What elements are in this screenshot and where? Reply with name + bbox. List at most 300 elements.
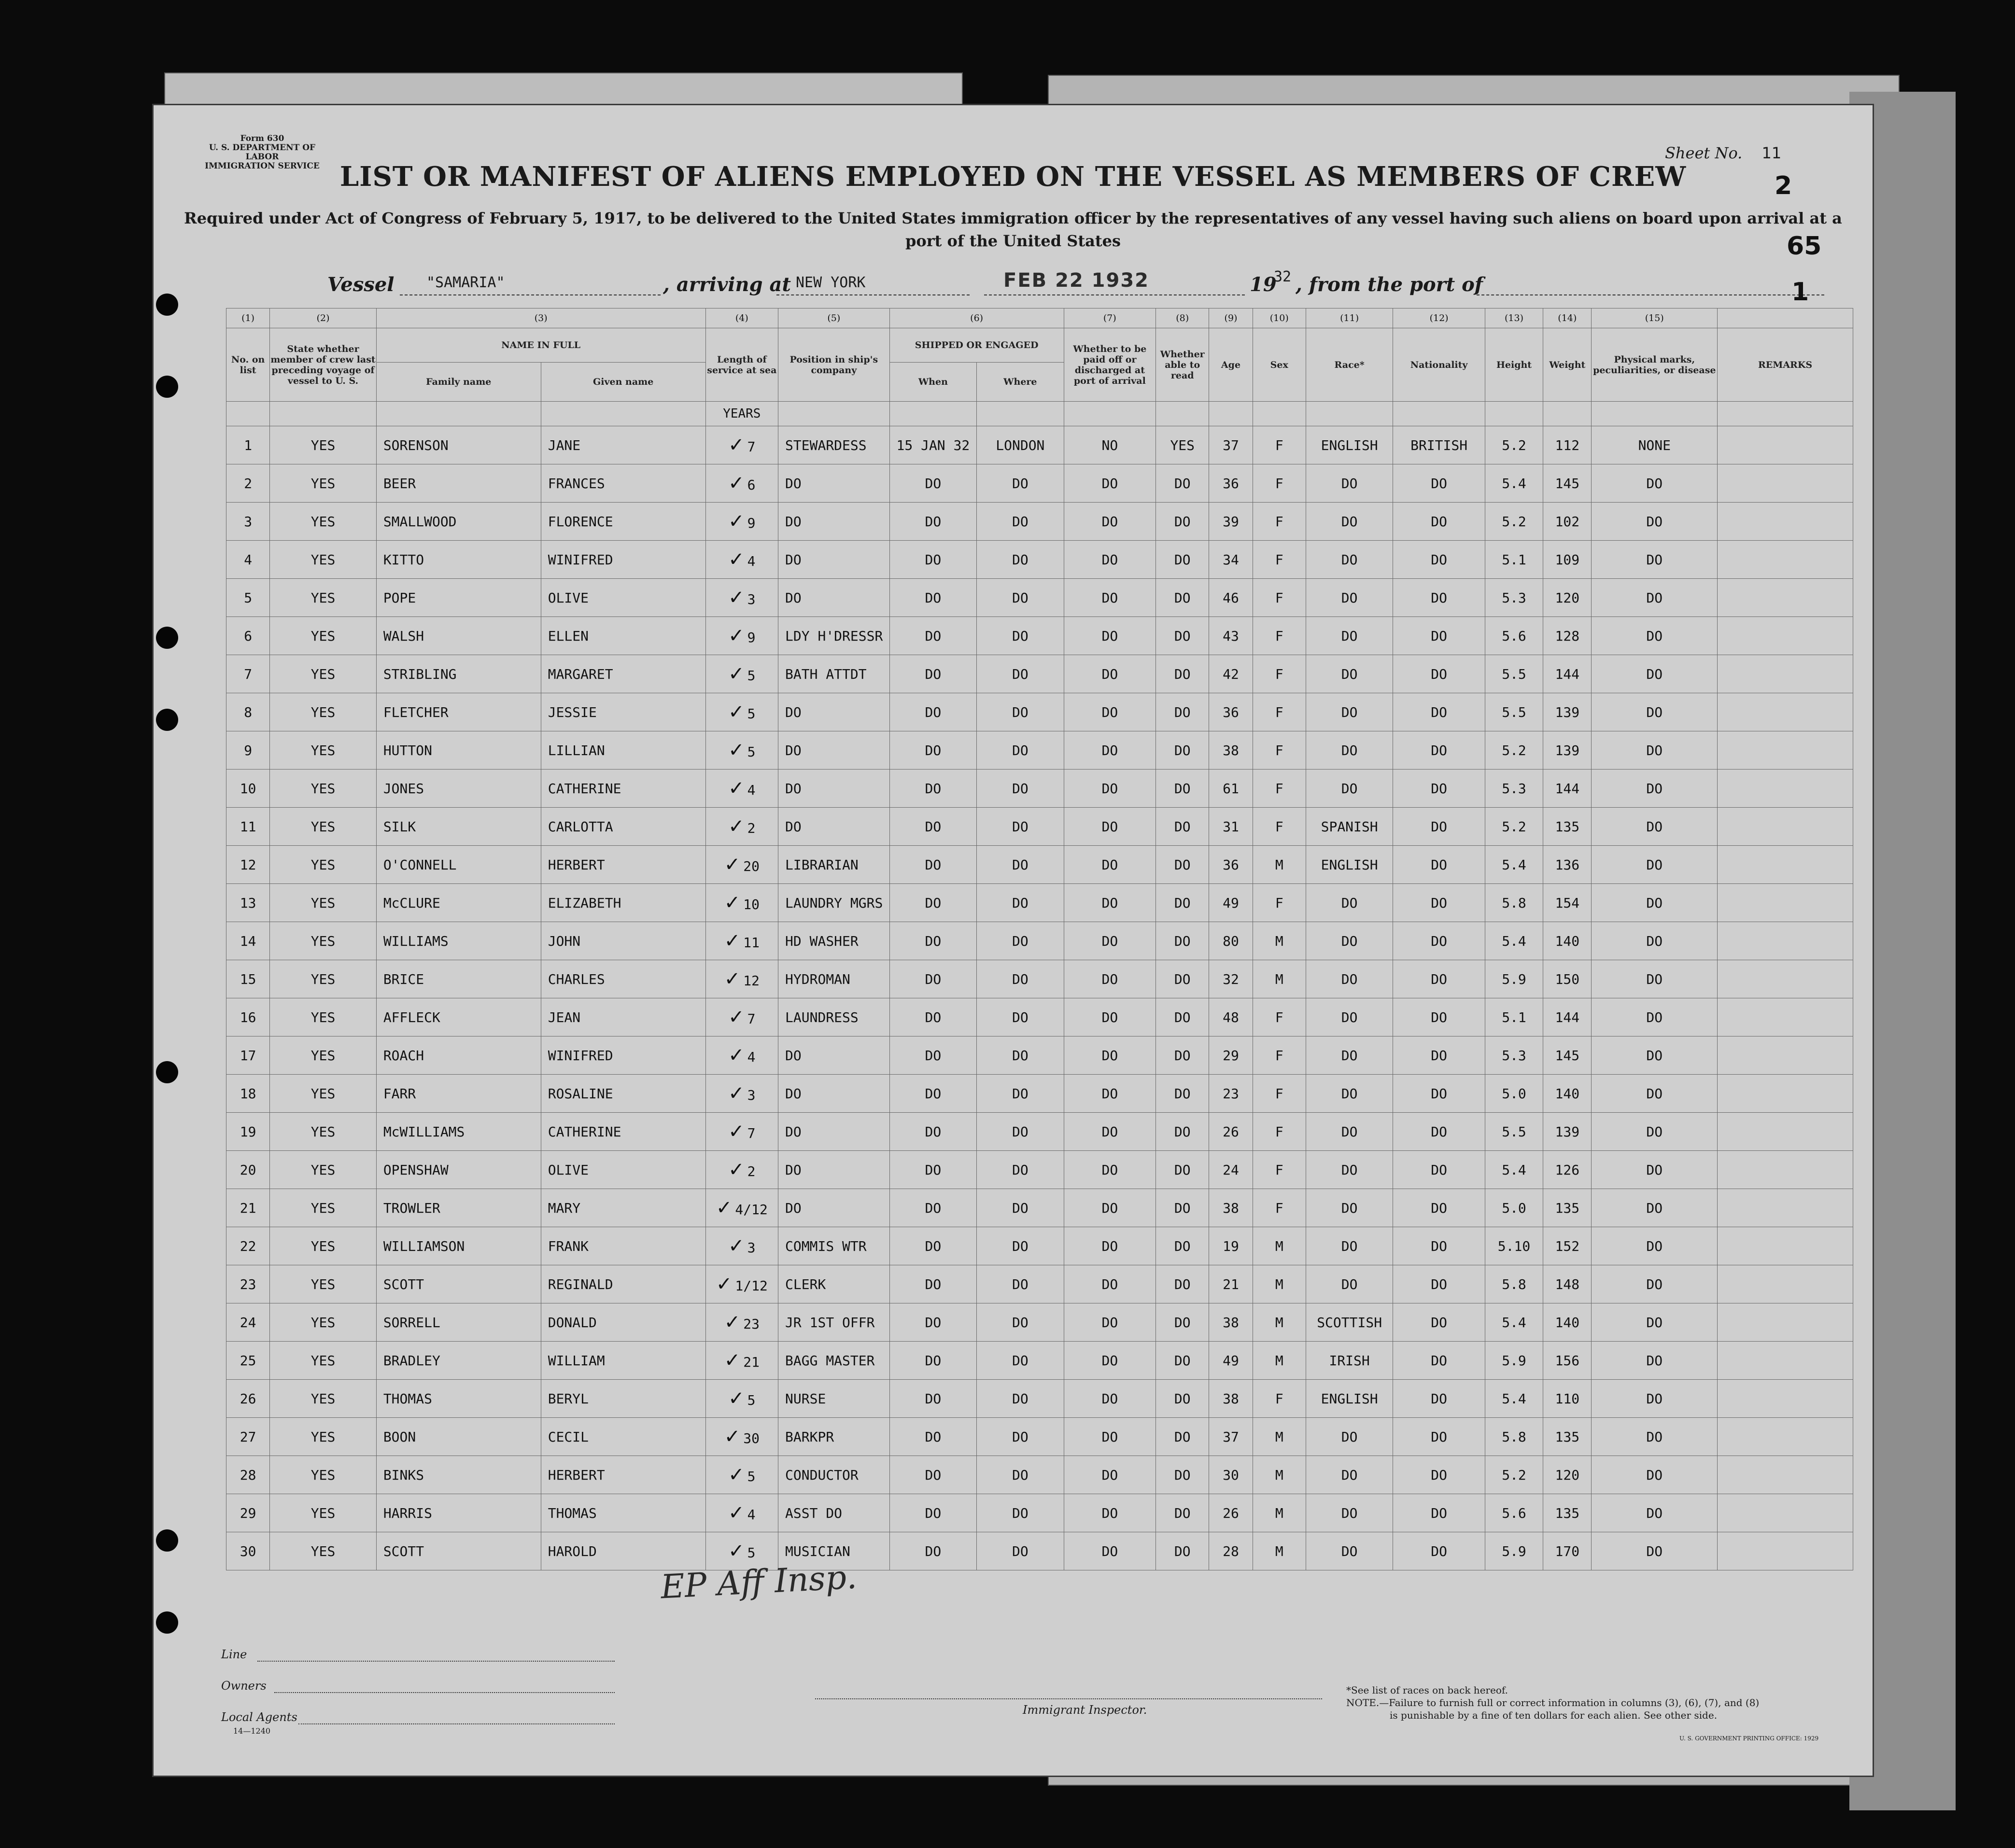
column-number-row: [226, 308, 1853, 328]
shipped-where-cell: DO: [977, 655, 1064, 693]
weight-cell: 120: [1543, 579, 1592, 617]
shipped-where-cell: DO: [977, 1265, 1064, 1303]
service-length-value: 11: [743, 935, 760, 951]
row-number-cell: 2: [226, 464, 270, 503]
remarks-cell: [1718, 1075, 1853, 1113]
checkmark-icon: ✓: [728, 1120, 745, 1143]
margin-mark: 1: [1791, 278, 1809, 307]
inspector-line: [815, 1698, 1322, 1699]
paid-off-cell: DO: [1064, 617, 1156, 655]
race-cell: DO: [1306, 1456, 1393, 1494]
given-name-cell: ROSALINE: [541, 1075, 705, 1113]
row-number-cell: 13: [226, 884, 270, 922]
service-length-value: 3: [747, 1240, 756, 1256]
binder-hole: [156, 709, 178, 731]
sex-cell: M: [1253, 922, 1306, 960]
race-cell: DO: [1306, 617, 1393, 655]
table-row: [226, 1380, 1853, 1418]
able-to-read-cell: DO: [1156, 1342, 1209, 1380]
position-cell: STEWARDESS: [778, 426, 890, 464]
race-cell: ENGLISH: [1306, 1380, 1393, 1418]
service-length-cell: [705, 1113, 778, 1151]
weight-cell: 128: [1543, 617, 1592, 655]
able-to-read-cell: DO: [1156, 1380, 1209, 1418]
nationality-cell: DO: [1393, 1113, 1485, 1151]
shipped-where-cell: DO: [977, 1151, 1064, 1189]
able-to-read-cell: DO: [1156, 1265, 1209, 1303]
column-number: (14): [1543, 308, 1592, 328]
row-number-cell: 1: [226, 426, 270, 464]
nationality-cell: DO: [1393, 998, 1485, 1036]
paid-off-cell: DO: [1064, 998, 1156, 1036]
physical-marks-cell: DO: [1592, 541, 1718, 579]
nationality-cell: DO: [1393, 1151, 1485, 1189]
remarks-cell: [1718, 960, 1853, 998]
weight-cell: 139: [1543, 1113, 1592, 1151]
service-length-cell: [705, 1227, 778, 1265]
physical-marks-cell: DO: [1592, 1380, 1718, 1418]
race-cell: DO: [1306, 1265, 1393, 1303]
given-name-cell: JANE: [541, 426, 705, 464]
family-name-cell: SORENSON: [376, 426, 541, 464]
vessel-name-line: [400, 294, 661, 295]
able-to-read-cell: DO: [1156, 808, 1209, 846]
race-cell: DO: [1306, 579, 1393, 617]
family-name-cell: POPE: [376, 579, 541, 617]
paid-off-cell: DO: [1064, 693, 1156, 731]
row-number-cell: 21: [226, 1189, 270, 1227]
weight-cell: 150: [1543, 960, 1592, 998]
given-name-cell: LILLIAN: [541, 731, 705, 770]
table-row: [226, 1303, 1853, 1342]
column-number: (10): [1253, 308, 1306, 328]
form-department: U. S. DEPARTMENT OF LABOR: [209, 143, 316, 162]
given-name-cell: HAROLD: [541, 1532, 705, 1570]
service-length-value: 4: [747, 1507, 756, 1523]
shipped-where-cell: LONDON: [977, 426, 1064, 464]
row-number-cell: 26: [226, 1380, 270, 1418]
shipped-where-cell: DO: [977, 1456, 1064, 1494]
shipped-where-cell: DO: [977, 1380, 1064, 1418]
physical-marks-cell: DO: [1592, 1532, 1718, 1570]
remarks-cell: [1718, 731, 1853, 770]
position-cell: HD WASHER: [778, 922, 890, 960]
table-row: [226, 464, 1853, 503]
height-cell: 5.8: [1485, 1418, 1543, 1456]
row-number-cell: 10: [226, 770, 270, 808]
column-number: (12): [1393, 308, 1485, 328]
height-cell: 5.8: [1485, 884, 1543, 922]
race-cell: DO: [1306, 1227, 1393, 1265]
margin-mark: 2: [1775, 171, 1792, 200]
header-where: Where: [977, 363, 1064, 402]
height-cell: 5.6: [1485, 1494, 1543, 1532]
row-number-cell: 6: [226, 617, 270, 655]
service-length-cell: [705, 503, 778, 541]
position-cell: HYDROMAN: [778, 960, 890, 998]
shipped-when-cell: DO: [889, 1418, 976, 1456]
paid-off-cell: DO: [1064, 1456, 1156, 1494]
age-cell: 80: [1209, 922, 1253, 960]
previous-voyage-cell: YES: [270, 503, 377, 541]
nationality-cell: DO: [1393, 731, 1485, 770]
race-cell: DO: [1306, 998, 1393, 1036]
age-cell: 36: [1209, 464, 1253, 503]
position-cell: DO: [778, 1151, 890, 1189]
age-cell: 38: [1209, 731, 1253, 770]
given-name-cell: ELIZABETH: [541, 884, 705, 922]
race-cell: DO: [1306, 922, 1393, 960]
height-cell: 5.9: [1485, 1532, 1543, 1570]
shipped-when-cell: DO: [889, 1189, 976, 1227]
service-length-value: 3: [747, 1087, 756, 1103]
nationality-cell: DO: [1393, 693, 1485, 731]
weight-cell: 144: [1543, 770, 1592, 808]
row-number-cell: 15: [226, 960, 270, 998]
paid-off-cell: NO: [1064, 426, 1156, 464]
position-cell: DO: [778, 579, 890, 617]
able-to-read-cell: YES: [1156, 426, 1209, 464]
line-label: Line: [221, 1648, 247, 1661]
table-row: [226, 1189, 1853, 1227]
shipped-where-cell: DO: [977, 808, 1064, 846]
table-row: [226, 1342, 1853, 1380]
header-state: State whether member of crew last preceding voyage of vessel to U. S.: [270, 328, 377, 402]
row-number-cell: 7: [226, 655, 270, 693]
remarks-cell: [1718, 1189, 1853, 1227]
service-length-value: 5: [747, 668, 756, 684]
paid-off-cell: DO: [1064, 846, 1156, 884]
service-length-value: 5: [747, 706, 756, 722]
physical-marks-cell: DO: [1592, 693, 1718, 731]
race-cell: DO: [1306, 1036, 1393, 1075]
physical-marks-cell: DO: [1592, 1494, 1718, 1532]
year-suffix: 32: [1274, 268, 1292, 285]
service-length-cell: [705, 884, 778, 922]
paid-off-cell: DO: [1064, 1418, 1156, 1456]
height-cell: 5.2: [1485, 426, 1543, 464]
able-to-read-cell: DO: [1156, 1227, 1209, 1265]
sex-cell: F: [1253, 808, 1306, 846]
height-cell: 5.6: [1485, 617, 1543, 655]
paid-off-cell: DO: [1064, 579, 1156, 617]
family-name-cell: WALSH: [376, 617, 541, 655]
shipped-when-cell: DO: [889, 808, 976, 846]
row-number-cell: 18: [226, 1075, 270, 1113]
remarks-cell: [1718, 922, 1853, 960]
column-number: (13): [1485, 308, 1543, 328]
table-row: [226, 579, 1853, 617]
remarks-cell: [1718, 655, 1853, 693]
sex-cell: F: [1253, 1113, 1306, 1151]
shipped-when-cell: DO: [889, 503, 976, 541]
binder-hole: [156, 294, 178, 316]
nationality-cell: DO: [1393, 808, 1485, 846]
inspector-label: Immigrant Inspector.: [1023, 1703, 1147, 1717]
weight-cell: 140: [1543, 1303, 1592, 1342]
weight-cell: 170: [1543, 1532, 1592, 1570]
remarks-cell: [1718, 1113, 1853, 1151]
service-length-value: 30: [743, 1430, 760, 1446]
races-note: *See list of races on back hereof.: [1346, 1684, 1508, 1696]
physical-marks-cell: DO: [1592, 1303, 1718, 1342]
family-name-cell: SORRELL: [376, 1303, 541, 1342]
position-cell: DO: [778, 464, 890, 503]
years-row: [226, 402, 1853, 426]
checkmark-icon: ✓: [724, 892, 741, 914]
service-length-value: 23: [743, 1316, 760, 1332]
remarks-cell: [1718, 808, 1853, 846]
able-to-read-cell: DO: [1156, 1303, 1209, 1342]
agents-label: Local Agents: [221, 1710, 297, 1724]
shipped-when-cell: DO: [889, 693, 976, 731]
race-cell: DO: [1306, 731, 1393, 770]
family-name-cell: SCOTT: [376, 1265, 541, 1303]
paid-off-cell: DO: [1064, 808, 1156, 846]
sex-cell: M: [1253, 1265, 1306, 1303]
age-cell: 38: [1209, 1189, 1253, 1227]
row-number-cell: 30: [226, 1532, 270, 1570]
sex-cell: F: [1253, 464, 1306, 503]
sex-cell: F: [1253, 541, 1306, 579]
nationality-cell: DO: [1393, 464, 1485, 503]
column-number: (6): [889, 308, 1064, 328]
service-length-cell: [705, 846, 778, 884]
header-family-name: Family name: [376, 363, 541, 402]
age-cell: 36: [1209, 693, 1253, 731]
nationality-cell: DO: [1393, 1075, 1485, 1113]
binder-hole: [156, 1611, 178, 1634]
shipped-when-cell: DO: [889, 770, 976, 808]
table-row: [226, 503, 1853, 541]
checkmark-icon: ✓: [724, 968, 741, 990]
manifest-page: [152, 104, 1874, 1777]
shipped-when-cell: DO: [889, 617, 976, 655]
weight-cell: 156: [1543, 1342, 1592, 1380]
checkmark-icon: ✓: [728, 1540, 745, 1562]
column-number: (8): [1156, 308, 1209, 328]
previous-voyage-cell: YES: [270, 1113, 377, 1151]
header-weight: Weight: [1543, 328, 1592, 402]
position-cell: ASST DO: [778, 1494, 890, 1532]
shipped-where-cell: DO: [977, 731, 1064, 770]
age-cell: 61: [1209, 770, 1253, 808]
able-to-read-cell: DO: [1156, 541, 1209, 579]
previous-voyage-cell: YES: [270, 998, 377, 1036]
table-row: [226, 541, 1853, 579]
paid-off-cell: DO: [1064, 503, 1156, 541]
able-to-read-cell: DO: [1156, 998, 1209, 1036]
service-length-value: 4: [747, 553, 756, 569]
shipped-when-cell: DO: [889, 541, 976, 579]
height-cell: 5.2: [1485, 808, 1543, 846]
height-cell: 5.2: [1485, 503, 1543, 541]
checkmark-icon: ✓: [724, 854, 741, 876]
physical-marks-cell: DO: [1592, 1342, 1718, 1380]
checkmark-icon: ✓: [728, 815, 745, 838]
previous-voyage-cell: YES: [270, 579, 377, 617]
service-length-value: 10: [743, 896, 760, 912]
age-cell: 28: [1209, 1532, 1253, 1570]
position-cell: DO: [778, 503, 890, 541]
able-to-read-cell: DO: [1156, 884, 1209, 922]
height-cell: 5.1: [1485, 541, 1543, 579]
height-cell: 5.0: [1485, 1189, 1543, 1227]
position-cell: DO: [778, 1075, 890, 1113]
age-cell: 26: [1209, 1113, 1253, 1151]
row-number-cell: 25: [226, 1342, 270, 1380]
arriving-port-line: [776, 294, 970, 295]
remarks-cell: [1718, 1342, 1853, 1380]
shipped-when-cell: DO: [889, 1380, 976, 1418]
crew-manifest-table: [226, 308, 1853, 1570]
agents-field: [298, 1723, 615, 1724]
height-cell: 5.9: [1485, 960, 1543, 998]
position-cell: NURSE: [778, 1380, 890, 1418]
sex-cell: M: [1253, 1418, 1306, 1456]
able-to-read-cell: DO: [1156, 693, 1209, 731]
given-name-cell: BERYL: [541, 1380, 705, 1418]
shipped-where-cell: DO: [977, 464, 1064, 503]
remarks-cell: [1718, 846, 1853, 884]
table-row: [226, 884, 1853, 922]
row-number-cell: 3: [226, 503, 270, 541]
age-cell: 36: [1209, 846, 1253, 884]
family-name-cell: WILLIAMSON: [376, 1227, 541, 1265]
header-shipped: SHIPPED OR ENGAGED: [889, 328, 1064, 363]
shipped-where-cell: DO: [977, 960, 1064, 998]
table-row: [226, 1532, 1853, 1570]
nationality-cell: DO: [1393, 922, 1485, 960]
weight-cell: 139: [1543, 693, 1592, 731]
shipped-when-cell: DO: [889, 998, 976, 1036]
able-to-read-cell: DO: [1156, 846, 1209, 884]
given-name-cell: HERBERT: [541, 1456, 705, 1494]
header-position: Position in ship's company: [778, 328, 890, 402]
previous-voyage-cell: YES: [270, 1075, 377, 1113]
arriving-port: NEW YORK: [796, 274, 866, 291]
checkmark-icon: ✓: [724, 930, 741, 952]
weight-cell: 136: [1543, 846, 1592, 884]
height-cell: 5.9: [1485, 1342, 1543, 1380]
family-name-cell: HARRIS: [376, 1494, 541, 1532]
service-length-cell: [705, 617, 778, 655]
nationality-cell: DO: [1393, 1189, 1485, 1227]
physical-marks-cell: DO: [1592, 1418, 1718, 1456]
previous-voyage-cell: YES: [270, 1303, 377, 1342]
nationality-cell: DO: [1393, 1456, 1485, 1494]
race-cell: ENGLISH: [1306, 846, 1393, 884]
shipped-where-cell: DO: [977, 1189, 1064, 1227]
previous-voyage-cell: YES: [270, 617, 377, 655]
able-to-read-cell: DO: [1156, 1151, 1209, 1189]
shipped-when-cell: DO: [889, 960, 976, 998]
row-number-cell: 29: [226, 1494, 270, 1532]
weight-cell: 126: [1543, 1151, 1592, 1189]
service-length-cell: [705, 998, 778, 1036]
paid-off-cell: DO: [1064, 541, 1156, 579]
physical-marks-cell: DO: [1592, 998, 1718, 1036]
remarks-cell: [1718, 1265, 1853, 1303]
shipped-where-cell: DO: [977, 1303, 1064, 1342]
remarks-cell: [1718, 1303, 1853, 1342]
table-row: [226, 1265, 1853, 1303]
fine-note-line1: NOTE.—Failure to furnish full or correct information in columns (3), (6), (7), and (8): [1346, 1697, 1760, 1708]
column-number: (5): [778, 308, 890, 328]
height-cell: 5.4: [1485, 1303, 1543, 1342]
header-age: Age: [1209, 328, 1253, 402]
family-name-cell: FLETCHER: [376, 693, 541, 731]
family-name-cell: STRIBLING: [376, 655, 541, 693]
age-cell: 32: [1209, 960, 1253, 998]
paid-off-cell: DO: [1064, 1380, 1156, 1418]
previous-voyage-cell: YES: [270, 808, 377, 846]
height-cell: 5.5: [1485, 693, 1543, 731]
family-name-cell: ROACH: [376, 1036, 541, 1075]
remarks-cell: [1718, 541, 1853, 579]
paid-off-cell: DO: [1064, 1532, 1156, 1570]
sex-cell: M: [1253, 1303, 1306, 1342]
row-number-cell: 19: [226, 1113, 270, 1151]
shipped-when-cell: DO: [889, 1151, 976, 1189]
shipped-where-cell: DO: [977, 503, 1064, 541]
age-cell: 42: [1209, 655, 1253, 693]
service-length-cell: [705, 1380, 778, 1418]
remarks-cell: [1718, 1456, 1853, 1494]
year-prefix: 19: [1250, 273, 1277, 296]
family-name-cell: HUTTON: [376, 731, 541, 770]
checkmark-icon: ✓: [728, 1006, 745, 1028]
paid-off-cell: DO: [1064, 655, 1156, 693]
able-to-read-cell: DO: [1156, 617, 1209, 655]
age-cell: 29: [1209, 1036, 1253, 1075]
able-to-read-cell: DO: [1156, 1494, 1209, 1532]
service-length-value: 21: [743, 1354, 760, 1370]
physical-marks-cell: DO: [1592, 1456, 1718, 1494]
table-row: [226, 426, 1853, 464]
shipped-where-cell: DO: [977, 693, 1064, 731]
header-read: Whether able to read: [1156, 328, 1209, 402]
physical-marks-cell: DO: [1592, 846, 1718, 884]
weight-cell: 144: [1543, 998, 1592, 1036]
checkmark-icon: ✓: [728, 1235, 745, 1257]
checkmark-icon: ✓: [728, 510, 745, 532]
service-length-value: 5: [747, 744, 756, 760]
service-length-value: 4: [747, 1049, 756, 1065]
row-number-cell: 8: [226, 693, 270, 731]
nationality-cell: DO: [1393, 1494, 1485, 1532]
family-name-cell: FARR: [376, 1075, 541, 1113]
shipped-when-cell: DO: [889, 1075, 976, 1113]
able-to-read-cell: DO: [1156, 731, 1209, 770]
family-name-cell: BEER: [376, 464, 541, 503]
paid-off-cell: DO: [1064, 731, 1156, 770]
previous-voyage-cell: YES: [270, 1036, 377, 1075]
row-number-cell: 22: [226, 1227, 270, 1265]
service-length-cell: [705, 1189, 778, 1227]
service-length-cell: [705, 1303, 778, 1342]
height-cell: 5.3: [1485, 770, 1543, 808]
given-name-cell: FRANK: [541, 1227, 705, 1265]
height-cell: 5.5: [1485, 1113, 1543, 1151]
agents-stock: 14—1240: [233, 1726, 271, 1736]
given-name-cell: FRANCES: [541, 464, 705, 503]
position-cell: CLERK: [778, 1265, 890, 1303]
nationality-cell: DO: [1393, 655, 1485, 693]
sex-cell: F: [1253, 731, 1306, 770]
page-subtitle-line2: port of the United States: [905, 232, 1121, 250]
from-port-line: [1477, 294, 1824, 295]
